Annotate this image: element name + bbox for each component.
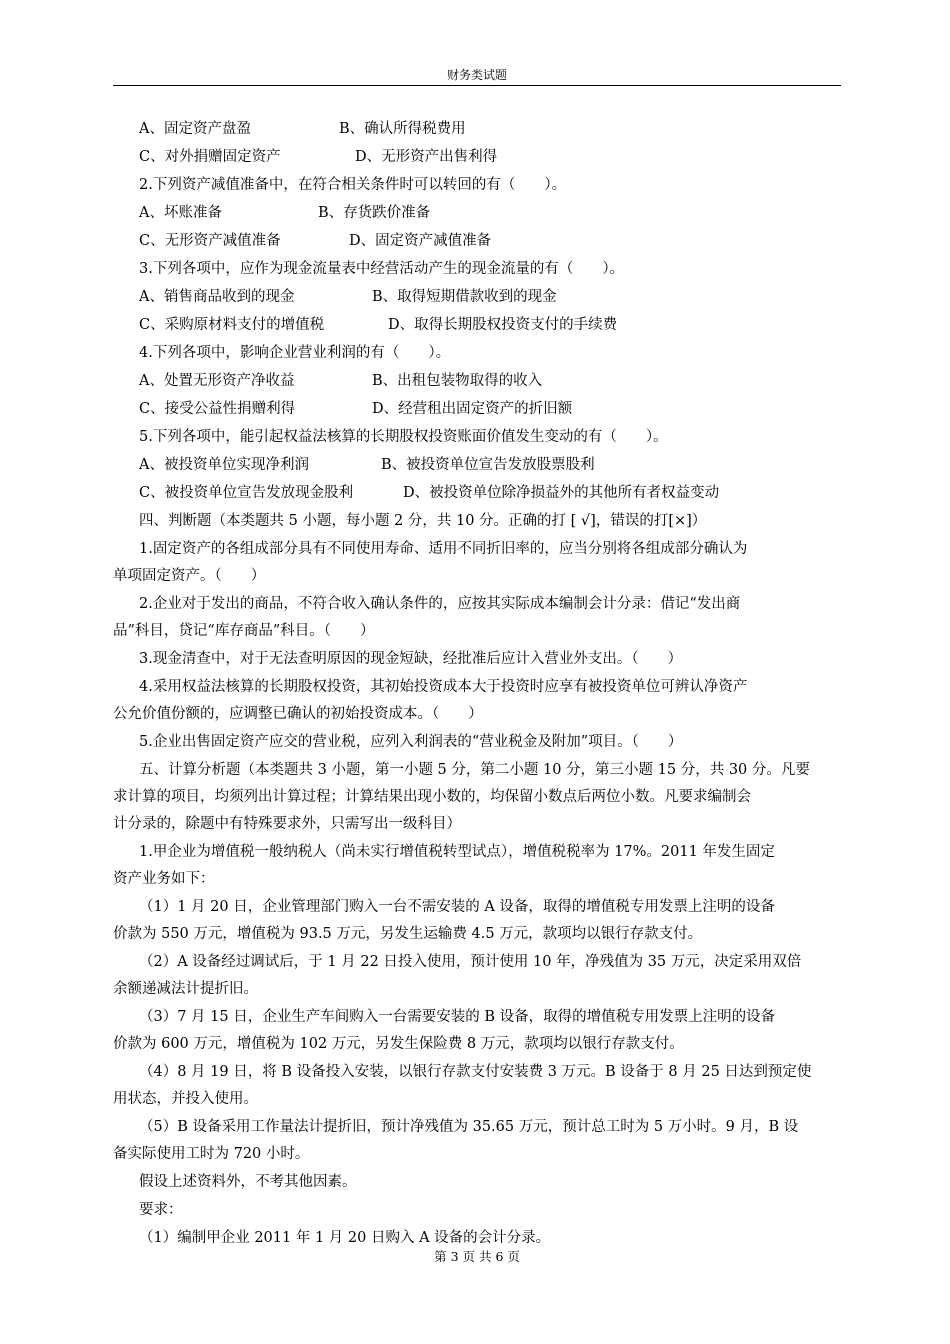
q5-option-c: C、被投资单位宣告发放现金股利 bbox=[139, 485, 354, 501]
judge-2-line-1: 2.企业对于发出的商品，不符合收入确认条件的，应按其实际成本编制会计分录：借记“发出商 bbox=[139, 596, 741, 612]
judge-1-line-1: 1.固定资产的各组成部分具有不同使用寿命、适用不同折旧率的，应当分别将各组成部分确认为 bbox=[139, 541, 748, 557]
calc-1-item-3-line-2: 价款为 600 万元，增值税为 102 万元，另发生保险费 8 万元，款项均以银行存款支付。 bbox=[113, 1036, 684, 1052]
q1-option-a: A、固定资产盘盈 bbox=[139, 121, 251, 137]
calc-1-item-5-line-1: （5）B 设备采用工作量法计提折旧，预计净残值为 35.65 万元，预计总工时为 5 万小时。9 月，B 设 bbox=[139, 1119, 799, 1135]
q5-stem: 5.下列各项中，能引起权益法核算的长期股权投资账面价值发生变动的有（ ）。 bbox=[139, 429, 668, 445]
judge-4-line-1: 4.采用权益法核算的长期股权投资，其初始投资成本大于投资时应享有被投资单位可辨认净资产 bbox=[139, 679, 748, 695]
page-header: 财务类试题 bbox=[446, 68, 507, 82]
q4-stem: 4.下列各项中，影响企业营业利润的有（ ）。 bbox=[139, 345, 451, 361]
q2-option-b: B、存货跌价准备 bbox=[318, 205, 431, 221]
header-rule bbox=[113, 85, 841, 86]
q5-option-b: B、被投资单位宣告发放股票股利 bbox=[381, 457, 595, 473]
judge-3: 3.现金清查中，对于无法查明原因的现金短缺，经批准后应计入营业外支出。（ ） bbox=[139, 651, 683, 667]
calc-1-item-5-line-2: 备实际使用工时为 720 小时。 bbox=[113, 1146, 310, 1162]
calc-1-intro-line-2: 资产业务如下： bbox=[113, 871, 215, 887]
q3-option-c: C、采购原材料支付的增值税 bbox=[139, 317, 325, 333]
calc-1-item-4-line-2: 用状态，并投入使用。 bbox=[113, 1091, 258, 1107]
q4-option-b: B、出租包装物取得的收入 bbox=[372, 373, 543, 389]
calc-1-item-2-line-1: （2）A 设备经过调试后，于 1 月 22 日投入使用，预计使用 10 年，净残值为 35 万元，决定采用双倍 bbox=[139, 954, 802, 970]
q1-option-b: B、确认所得税费用 bbox=[339, 121, 466, 137]
q2-option-d: D、固定资产减值准备 bbox=[349, 233, 492, 249]
calc-1-item-2-line-2: 余额递减法计提折旧。 bbox=[113, 981, 258, 997]
section-5-title-line-3: 计分录的，除题中有特殊要求外，只需写出一级科目） bbox=[113, 816, 461, 832]
q5-option-a: A、被投资单位实现净利润 bbox=[139, 457, 309, 473]
q2-stem: 2.下列资产减值准备中，在符合相关条件时可以转回的有（ ）。 bbox=[139, 177, 567, 193]
section-5-title-line-1: 五、计算分析题（本类题共 3 小题，第一小题 5 分，第二小题 10 分，第三小题 15 分，共 30 分。凡要 bbox=[139, 762, 810, 778]
judge-2-line-2: 品”科目，贷记“库存商品”科目。（ ） bbox=[113, 623, 375, 639]
q3-option-b: B、取得短期借款收到的现金 bbox=[372, 289, 557, 305]
section-4-title: 四、判断题（本类题共 5 小题，每小题 2 分，共 10 分。正确的打 [ √]，错误的打[×]） bbox=[139, 513, 707, 529]
q4-option-c: C、接受公益性捐赠利得 bbox=[139, 401, 296, 417]
calc-1-item-3-line-1: （3）7 月 15 日，企业生产车间购入一台需要安装的 B 设备，取得的增值税专用发票上注明的设备 bbox=[139, 1009, 776, 1025]
judge-5: 5.企业出售固定资产应交的营业税，应列入利润表的“营业税金及附加”项目。（ ） bbox=[139, 734, 683, 750]
q2-option-c: C、无形资产减值准备 bbox=[139, 233, 281, 249]
calc-1-item-4-line-1: （4）8 月 19 日，将 B 设备投入安装，以银行存款支付安装费 3 万元。B 设备于 8 月 25 日达到预定使 bbox=[139, 1064, 812, 1080]
q1-option-c: C、对外捐赠固定资产 bbox=[139, 149, 281, 165]
q1-option-d: D、无形资产出售利得 bbox=[355, 149, 498, 165]
q2-option-a: A、坏账准备 bbox=[139, 205, 222, 221]
calc-1-intro-line-1: 1.甲企业为增值税一般纳税人（尚未实行增值税转型试点），增值税税率为 17%。2011 年发生固定 bbox=[139, 844, 775, 860]
calc-1-item-1-line-2: 价款为 550 万元，增值税为 93.5 万元，另发生运输费 4.5 万元，款项均以银行存款支付。 bbox=[113, 926, 703, 942]
calc-1-requirements-label: 要求： bbox=[139, 1202, 183, 1218]
calc-1-requirement-1: （1）编制甲企业 2011 年 1 月 20 日购入 A 设备的会计分录。 bbox=[139, 1230, 551, 1246]
calc-1-assumption: 假设上述资料外，不考其他因素。 bbox=[139, 1174, 357, 1190]
section-5-title-line-2: 求计算的项目，均须列出计算过程；计算结果出现小数的，均保留小数点后两位小数。凡要求编制会 bbox=[113, 789, 751, 805]
page-footer: 第 3 页 共 6 页 bbox=[434, 1249, 520, 1264]
q4-option-d: D、经营租出固定资产的折旧额 bbox=[372, 401, 573, 417]
judge-1-line-2: 单项固定资产。（ ） bbox=[113, 568, 266, 584]
q3-option-a: A、销售商品收到的现金 bbox=[139, 289, 295, 305]
calc-1-item-1-line-1: （1）1 月 20 日，企业管理部门购入一台不需安装的 A 设备，取得的增值税专用发票上注明的设备 bbox=[139, 899, 775, 915]
q4-option-a: A、处置无形资产净收益 bbox=[139, 373, 295, 389]
q5-option-d: D、被投资单位除净损益外的其他所有者权益变动 bbox=[403, 485, 720, 501]
q3-stem: 3.下列各项中，应作为现金流量表中经营活动产生的现金流量的有（ ）。 bbox=[139, 261, 625, 277]
judge-4-line-2: 公允价值份额的，应调整已确认的初始投资成本。（ ） bbox=[113, 706, 483, 722]
q3-option-d: D、取得长期股权投资支付的手续费 bbox=[388, 317, 618, 333]
